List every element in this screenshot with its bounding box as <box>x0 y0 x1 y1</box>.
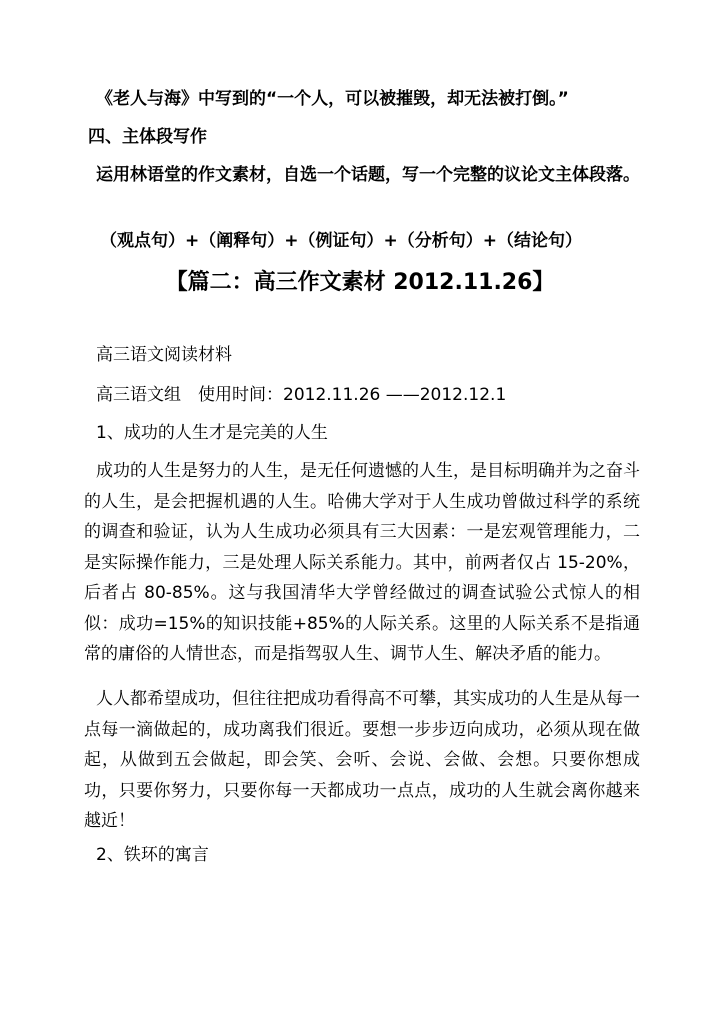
material-title: 高三语文阅读材料 <box>96 345 232 365</box>
quote-line: 《老人与海》中写到的“一个人，可以被摧毁，却无法被打倒。” <box>96 89 569 109</box>
item2-title: 2、铁环的寓言 <box>96 845 209 865</box>
formula-line: （观点句）+（阐释句）+（例证句）+（分析句）+（结论句） <box>100 231 582 251</box>
task-paragraph: 运用林语堂的作文素材，自选一个话题，写一个完整的议论文主体段落。 <box>96 165 640 185</box>
item1-paragraph2: 人人都希望成功，但往往把成功看得高不可攀，其实成功的人生是从每一点每一滴做起的，成功离我们很近。要想一步步迈向成功，必须从现在做起，从做到五会做起，即会笑、会听、会说、会做、会想。只要你想成功，只要你努力，只要你每一天都成功一点点，成功的人生就会离你越来越近！ <box>84 689 640 831</box>
group-time-line: 高三语文组 使用时间：2012.11.26 ——2012.12.1 <box>96 385 507 405</box>
item1-paragraph1: 成功的人生是努力的人生，是无任何遗憾的人生，是目标明确并为之奋斗的人生，是会把握机遇的人生。哈佛大学对于人生成功曾做过科学的系统的调查和验证，认为人生成功必须具有三大因素：一是宏观管理能力，二是实际操作能力，三是处理人际关系能力。其中，前两者仅占 15-20%，后者占 80-85%。这与我国清华大学曾经做过的调查试验公式惊人的相似：成功=15%的知识技能+85%的人际关系。这里的人际关系不是指通常的庸俗的人情世态，而是指驾驭人生、调节人生、解决矛盾的能力。 <box>84 461 640 664</box>
part-title: 【篇二：高三作文素材 2012.11.26】 <box>165 270 555 295</box>
section4-title: 四、主体段写作 <box>88 127 207 147</box>
item1-title: 1、成功的人生才是完美的人生 <box>96 423 328 443</box>
